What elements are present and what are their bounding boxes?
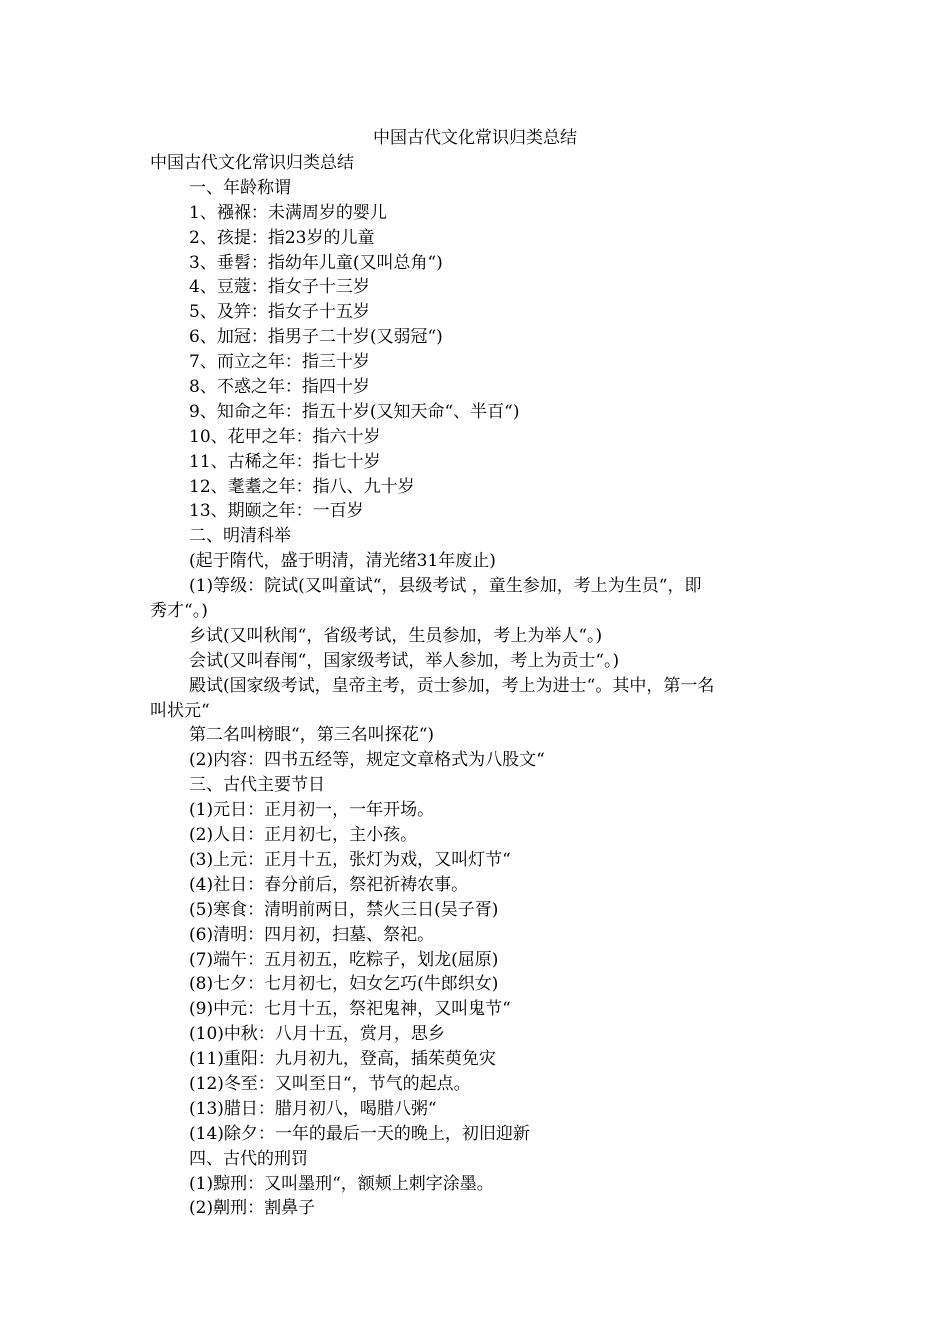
document-line: 7、而立之年：指三十岁: [189, 352, 370, 373]
document-line: 秀才“。): [150, 601, 208, 622]
document-line: 一、年龄称谓: [189, 177, 291, 198]
document-line: (4)社日：春分前后，祭祀祈祷农事。: [189, 874, 469, 895]
document-line: 13、期颐之年：一百岁: [189, 501, 364, 522]
document-line: 9、知命之年：指五十岁(又知天命“、半百“): [189, 401, 520, 422]
document-line: 1、襁褓：未满周岁的婴儿: [189, 202, 387, 223]
document-line: 2、孩提：指23岁的儿童: [189, 227, 375, 248]
document-line: 二、明清科举: [189, 526, 291, 547]
document-body: [150, 151, 800, 1221]
document-line: (1)元日：正月初一，一年开场。: [189, 800, 435, 821]
document-line: (2)内容：四书五经等，规定文章格式为八股文“: [189, 750, 545, 771]
document-line: 叫状元“: [150, 700, 210, 721]
document-line: (13)腊日：腊月初八，喝腊八粥“: [189, 1098, 437, 1119]
document-line: (起于隋代，盛于明清，清光绪31年废止): [189, 551, 496, 572]
document-line: 4、豆蔻：指女子十三岁: [189, 277, 370, 298]
document-line: (3)上元：正月十五，张灯为戏，又叫灯节“: [189, 849, 511, 870]
document-line: (14)除夕：一年的最后一天的晚上，初旧迎新: [189, 1123, 530, 1144]
document-line: 四、古代的刑罚: [189, 1148, 308, 1169]
document-line: 中国古代文化常识归类总结: [150, 153, 354, 173]
document-line: (5)寒食：清明前两日，禁火三日(吴子胥): [189, 899, 499, 920]
document-line: 6、加冠：指男子二十岁(又弱冠“): [189, 327, 443, 348]
document-line: (10)中秋：八月十五，赏月，思乡: [189, 1024, 445, 1045]
document-line: (7)端午：五月初五，吃粽子，划龙(屈原): [189, 949, 499, 970]
document-line: (12)冬至：又叫至日“，节气的起点。: [189, 1073, 471, 1094]
document-line: (6)清明：四月初，扫墓、祭祀。: [189, 924, 435, 945]
document-line: 乡试(又叫秋闱“，省级考试，生员参加，考上为举人“。): [189, 625, 603, 646]
document-line: (11)重阳：九月初九，登高，插茱萸免灾: [189, 1049, 496, 1070]
document-line: 10、花甲之年：指六十岁: [189, 426, 381, 447]
document-line: 3、垂髫：指幼年儿童(又叫总角“): [189, 252, 443, 273]
document-line: 8、不惑之年：指四十岁: [189, 377, 370, 398]
document-line: 12、耄耋之年：指八、九十岁: [189, 476, 415, 497]
document-line: (1)黥刑：又叫墨刑“，额颊上刺字涂墨。: [189, 1173, 494, 1194]
document-line: (2)人日：正月初七，主小孩。: [189, 825, 418, 846]
document-line: (2)劓刑：割鼻子: [189, 1198, 316, 1219]
document-title: 中国古代文化常识归类总结: [373, 128, 577, 148]
document-line: 会试(又叫春闱“，国家级考试，举人参加，考上为贡士“。): [189, 650, 620, 671]
document-line: (8)七夕：七月初七，妇女乞巧(牛郎织女): [189, 974, 499, 995]
document-line: 第二名叫榜眼“，第三名叫探花“): [189, 725, 435, 746]
document-line: 三、古代主要节日: [189, 775, 325, 796]
document-line: (1)等级：院试(又叫童试“，县级考试 ，童生参加，考上为生员“，即: [189, 576, 702, 597]
document-line: 11、古稀之年：指七十岁: [189, 451, 381, 472]
document-line: 5、及笄：指女子十五岁: [189, 302, 370, 323]
document-line: 殿试(国家级考试，皇帝主考，贡士参加，考上为进士“。其中，第一名: [189, 675, 715, 696]
document-line: (9)中元：七月十五，祭祀鬼神，又叫鬼节“: [189, 999, 511, 1020]
